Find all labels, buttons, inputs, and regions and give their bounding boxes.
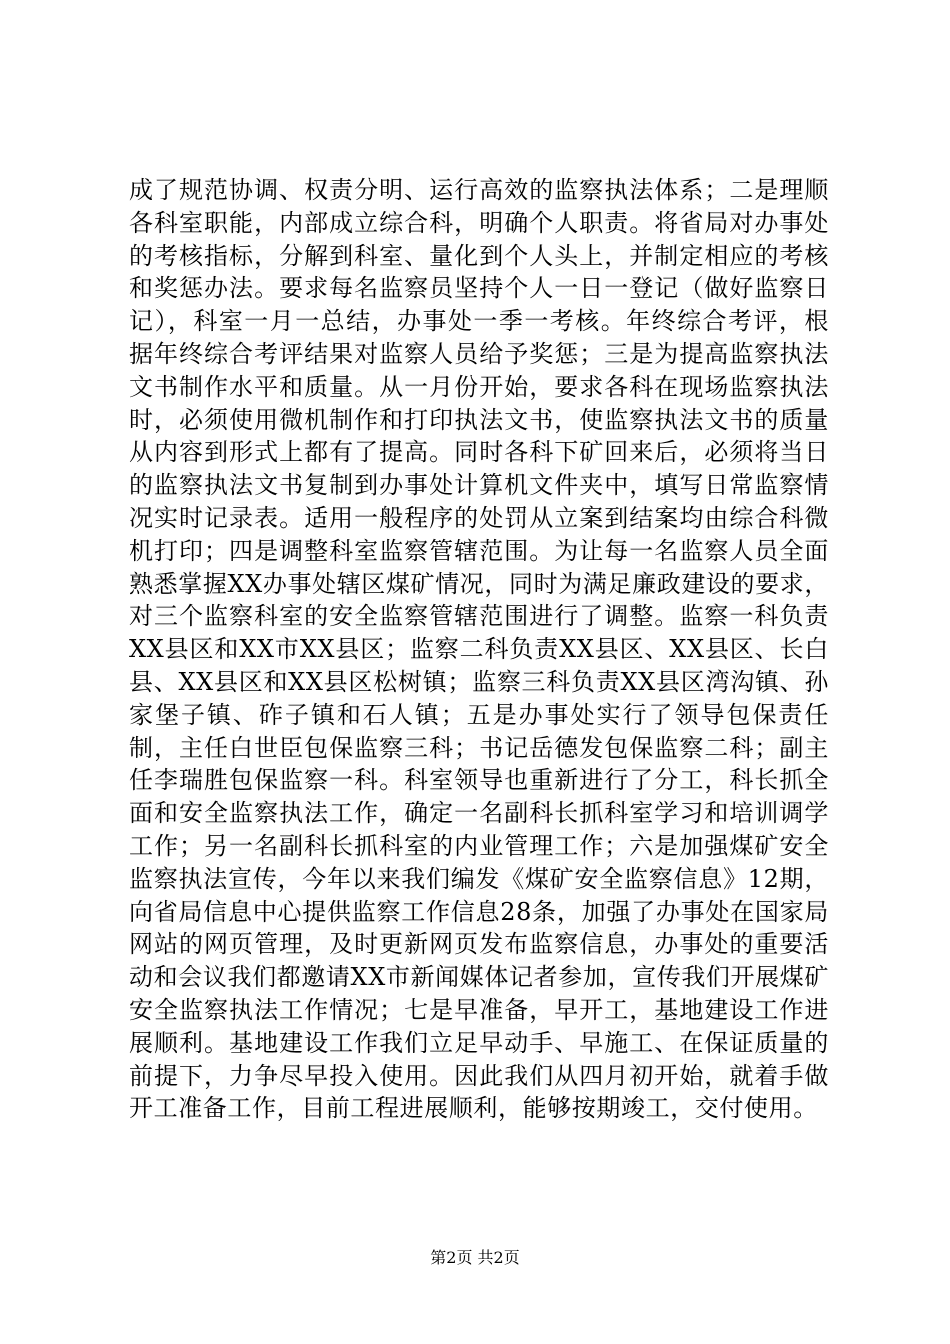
page-number-footer: 第2页 共2页 [430, 1248, 520, 1267]
body-paragraph: 成了规范协调、权责分明、运行高效的监察执法体系；二是理顺各科室职能，内部成立综合科，明确个人职责。将省局对办事处的考核指标，分解到科室、量化到个人头上，并制定相应的考核和奖惩办法。要求每名监察员坚持个人一日一登记（做好监察日记），科室一月一总结，办事处一季一考核。年终综合考评，根据年终综合考评结果对监察人员给予奖惩；三是为提高监察执法文书制作水平和质量。从一月份开始，要求各科在现场监察执法时，必须使用微机制作和打印执法文书，使监察执法文书的质量从内容到形式上都有了提高。同时各科下矿回来后，必须将当日的监察执法文书复制到办事处计算机文件夹中，填写日常监察情况实时记录表。适用一般程序的处罚从立案到结案均由综合科微机打印；四是调整科室监察管辖范围。为让每一名监察人员全面熟悉掌握XX办事处辖区煤矿情况，同时为满足廉政建设的要求，对三个监察科室的安全监察管辖范围进行了调整。监察一科负责XX县区和XX市XX县区；监察二科负责XX县区、XX县区、长白县、XX县区和XX县区松树镇；监察三科负责XX县区湾沟镇、孙家堡子镇、砟子镇和石人镇；五是办事处实行了领导包保责任制，主任白世臣包保监察三科；书记岳德发包保监察二科；副主任李瑞胜包保监察一科。科室领导也重新进行了分工，科长抓全面和安全监察执法工作，确定一名副科长抓科室学习和培训调学工作；另一名副科长抓科室的内业管理工作；六是加强煤矿安全监察执法宣传，今年以来我们编发《煤矿安全监察信息》12期，向省局信息中心提供监察工作信息28条，加强了办事处在国家局网站的网页管理，及时更新网页发布监察信息，办事处的重要活动和会议我们都邀请XX市新闻媒体记者参加，宣传我们开展煤矿安全监察执法工作情况；七是早准备，早开工，基地建设工作进展顺利。基地建设工作我们立足早动手、早施工、在保证质量的前提下，力争尽早投入使用。因此我们从四月初开始，就着手做开工准备工作，目前工程进展顺利，能够按期竣工，交付使用。 [129, 176, 829, 1123]
